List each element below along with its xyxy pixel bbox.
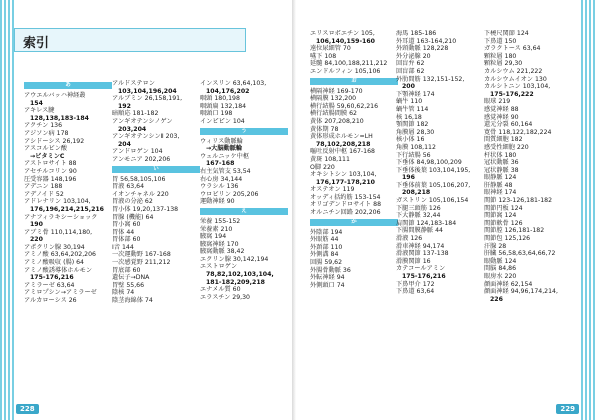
index-entry: 外分泌腺 20 bbox=[396, 52, 431, 60]
index-entry: 核小体 16 bbox=[396, 136, 425, 144]
index-entry: アルブミン 26,158,191, bbox=[112, 95, 183, 103]
index-entry: 肝静脈 48 bbox=[484, 181, 513, 189]
index-entry-continuation: 78,82,102,103,104, bbox=[206, 271, 274, 279]
index-entry: 胃小窩 60 bbox=[112, 221, 141, 229]
index-entry: 横隔膜 132,200 bbox=[310, 95, 357, 103]
index-entry: 黄体期 78 bbox=[310, 125, 339, 133]
index-entry: 滑車神経 94,174 bbox=[396, 242, 445, 250]
index-entry: オキシトシン 103,104, bbox=[310, 171, 377, 179]
index-entry: 嘔吐反射中枢 167-168 bbox=[310, 148, 375, 156]
index-entry: 顎関節 182 bbox=[396, 121, 429, 129]
index-entry: 咽頭口 198 bbox=[200, 110, 233, 118]
index-entry: 眼神経 174 bbox=[484, 189, 517, 197]
index-entry: 胃体 44 bbox=[112, 228, 135, 236]
index-entry: 回腸 59,62 bbox=[310, 259, 343, 267]
index-entry: 顆粒層 29,30 bbox=[484, 60, 523, 68]
kana-section-header: え bbox=[200, 208, 288, 215]
index-title: 索引 bbox=[23, 36, 50, 51]
index-entry: アミノ酸 63,64,202,206 bbox=[24, 251, 96, 259]
index-entry: 杆状体 180 bbox=[484, 151, 517, 159]
index-entry: 咽頭扁 132,184 bbox=[200, 102, 247, 110]
index-entry: 下鼻甲介 172 bbox=[396, 280, 435, 288]
index-entry: 肩関節 124,183-184 bbox=[396, 219, 457, 227]
index-entry: ウィリス動脈輪 bbox=[200, 137, 243, 145]
index-entry: アンギオテンシノゲン bbox=[112, 117, 173, 125]
index-entry: エクリン腺 30,142,194 bbox=[200, 255, 269, 263]
index-entry: アジソン病 178 bbox=[24, 129, 69, 137]
index-entry-continuation: 200 bbox=[402, 83, 415, 91]
index-entry: 角膜層 28,30 bbox=[396, 128, 435, 136]
index-entry: 黄斑 108,111 bbox=[310, 155, 350, 163]
index-entry: 顔面神経 62,154 bbox=[484, 280, 533, 288]
index-column-4 bbox=[310, 30, 398, 289]
index-column-2 bbox=[112, 80, 200, 305]
index-entry: 胃体部 60 bbox=[112, 236, 141, 244]
index-entry: 胃底部 60 bbox=[112, 266, 141, 274]
index-entry: 感受性細胞 220 bbox=[484, 143, 529, 151]
index-entry-continuation: 103,104,196,204 bbox=[118, 87, 177, 95]
page-number-left: 228 bbox=[16, 404, 39, 414]
index-entry: 冠状動脈 36 bbox=[484, 159, 519, 167]
index-entry: アンモニア 202,206 bbox=[112, 155, 171, 163]
index-entry-continuation: 167-168 bbox=[206, 160, 235, 168]
index-entry: 暗順応 181-182 bbox=[112, 110, 159, 118]
page-number-right: 229 bbox=[556, 404, 579, 414]
index-entry-continuation: 106,140,159-160 bbox=[316, 37, 375, 45]
index-entry: イオンチャネル 220 bbox=[112, 190, 169, 198]
kana-section-header: か bbox=[310, 219, 398, 226]
index-entry: 下行結腸 56 bbox=[396, 151, 431, 159]
index-entry: エナメル質 60 bbox=[200, 286, 241, 294]
index-entry: インスリン 63,64,103, bbox=[200, 80, 267, 87]
kana-section-header: あ bbox=[24, 82, 112, 89]
index-entry-continuation: 196 bbox=[402, 174, 415, 182]
index-entry-continuation: →大脳動脈輪 bbox=[206, 145, 243, 153]
index-entry: 下顎神経 174 bbox=[396, 90, 435, 98]
index-entry: カルシウム 221,222 bbox=[484, 67, 543, 75]
index-entry: インピピン 104 bbox=[200, 117, 245, 125]
index-entry: アミノ酸吸収 (腸) 64 bbox=[24, 259, 84, 267]
index-entry: 一次運動野 167-168 bbox=[112, 251, 171, 259]
index-entry: アデノイド 52 bbox=[24, 190, 64, 198]
index-entry: 海馬 185-186 bbox=[396, 30, 437, 37]
index-entry: アルドステロン bbox=[112, 80, 155, 87]
kana-section-header: う bbox=[200, 128, 288, 135]
index-entry: 間脳 84,86 bbox=[484, 265, 517, 273]
index-entry: 腋窩動脈 38,42 bbox=[200, 248, 245, 256]
index-entry-continuation: 175-176,216 bbox=[402, 273, 446, 280]
book-gutter bbox=[292, 0, 296, 420]
index-entry: ガストリン 105,106,154 bbox=[396, 197, 469, 205]
index-entry-continuation: 176,196,214,215,216 bbox=[30, 205, 104, 213]
index-entry: アミラーゼ 63,64 bbox=[24, 281, 75, 289]
index-entry-continuation: 176,177-178,210 bbox=[316, 178, 375, 186]
index-entry: カルシトニン 103,104, bbox=[484, 83, 551, 91]
index-entry: アミノ酸誘導体ホルモン bbox=[24, 266, 93, 274]
index-entry: 下垂体 84,98,100,209 bbox=[396, 159, 462, 167]
kana-section-header: い bbox=[112, 166, 200, 173]
index-entry: 下鼻道 63,64 bbox=[396, 288, 435, 296]
index-entry: ガラクトース 63,64 bbox=[484, 45, 541, 53]
index-entry: 胃液の分泌 62 bbox=[112, 198, 153, 206]
index-entry: エリスロポエチン 105, bbox=[310, 30, 375, 37]
index-title-box bbox=[14, 28, 246, 52]
index-entry: 顔面神経 94,96,174,214, bbox=[484, 288, 558, 296]
index-entry: 関節腔 126,181-182 bbox=[484, 227, 545, 235]
index-entry: 横行結腸 59,60,62,216 bbox=[310, 102, 379, 110]
index-entry: 嚥下 108 bbox=[310, 52, 337, 60]
index-entry: 外側頭口 74 bbox=[310, 281, 345, 289]
index-entry-continuation: 190 bbox=[30, 221, 43, 229]
left-page-edge-stripes bbox=[0, 0, 14, 420]
index-entry: 蝸牛管 114 bbox=[396, 105, 429, 113]
index-entry: 咽頭 180,198 bbox=[200, 95, 240, 103]
index-entry: アデニン 188 bbox=[24, 183, 63, 191]
index-entry: 下垂体前葉 105,106,207, bbox=[396, 181, 471, 189]
index-entry: 栄養素 210 bbox=[200, 225, 233, 233]
index-entry: 間質細胞 182 bbox=[484, 136, 523, 144]
index-entry: エストロゲン bbox=[200, 263, 238, 271]
index-entry-continuation: 220 bbox=[30, 236, 43, 244]
index-entry: 右主気管支 53,54 bbox=[200, 167, 251, 175]
index-entry-continuation: 226 bbox=[490, 295, 503, 303]
index-entry-continuation: 175-176,222 bbox=[490, 90, 534, 98]
index-entry: カテコールアミン bbox=[396, 265, 446, 273]
index-entry: 下鼻道 150 bbox=[484, 37, 517, 45]
index-entry-continuation: 192 bbox=[118, 102, 131, 110]
index-entry: 角膜 108,112 bbox=[396, 143, 436, 151]
index-entry: アキレス腱 bbox=[24, 107, 55, 115]
index-entry: 回盲弁 62 bbox=[396, 60, 425, 68]
index-entry: 寛骨 118,122,182,224 bbox=[484, 128, 552, 136]
index-entry: 眼静脈 124 bbox=[484, 174, 517, 182]
index-entry: Ⅰ音 144 bbox=[112, 243, 134, 251]
index-entry: アクチン 136 bbox=[24, 122, 63, 130]
index-entry-continuation: 154 bbox=[30, 99, 43, 107]
index-entry: 横行結腸間膜 62 bbox=[310, 110, 357, 118]
index-column-1 bbox=[24, 80, 112, 305]
index-entry: 遺伝子→DNA bbox=[112, 274, 150, 282]
index-entry: 肝臓 56,58,63,64,66,72 bbox=[484, 250, 556, 258]
index-entry: 汗腺 28 bbox=[484, 242, 507, 250]
index-entry: O脚 220 bbox=[310, 163, 335, 171]
index-entry: 滑液関節 137-138 bbox=[396, 250, 449, 258]
index-entry: 外側溝 84 bbox=[310, 251, 339, 259]
index-entry: アブミ骨 110,114,180, bbox=[24, 228, 93, 236]
index-entry: 腋窩神経 170 bbox=[200, 240, 239, 248]
index-entry: 下垂体後葉 103,104,195, bbox=[396, 166, 471, 174]
index-entry: 核 16,18 bbox=[396, 113, 422, 121]
index-entry: 遠位尿細管 70 bbox=[310, 45, 351, 53]
index-entry: 感覚神経 90 bbox=[484, 113, 519, 121]
index-entry: 一次感覚野 211,212 bbox=[112, 259, 171, 267]
index-entry: 外耳道 163-164,210 bbox=[396, 37, 457, 45]
index-entry: アウエルバッハ神経叢 bbox=[24, 92, 86, 99]
index-entry: 陰茎海綿体 74 bbox=[112, 297, 153, 305]
index-column-5 bbox=[396, 30, 484, 296]
index-entry-continuation: →ビタミンC bbox=[30, 152, 65, 160]
index-entry: アミロプシン→アミラーゼ bbox=[24, 289, 97, 297]
index-entry-continuation: 104,176,202 bbox=[206, 87, 250, 95]
index-entry: 回盲部 62 bbox=[396, 67, 425, 75]
index-column-3 bbox=[200, 80, 288, 301]
index-entry-continuation: 78,102,208,218 bbox=[316, 140, 371, 148]
index-entry: 冠状静脈 38 bbox=[484, 166, 519, 174]
index-entry: 胃壁 55,66 bbox=[112, 281, 145, 289]
index-entry: カルシウムイオン 130 bbox=[484, 75, 547, 83]
index-entry: アンドロゲン 104 bbox=[112, 148, 163, 156]
index-entry: 下腿三頭筋 126 bbox=[396, 204, 441, 212]
index-entry: 外腸骨動脈 36 bbox=[310, 266, 351, 274]
index-entry: エラスチン 29,30 bbox=[200, 293, 250, 301]
index-entry-continuation: 208,218 bbox=[402, 189, 431, 197]
index-entry: アスコルビン酸 bbox=[24, 145, 68, 153]
index-entry: エンドルフィン 105,106 bbox=[310, 67, 381, 75]
index-entry: 黄体 207,208,210 bbox=[310, 117, 364, 125]
index-entry: 下大静脈 32,44 bbox=[396, 212, 441, 220]
index-entry: アストロサイト 88 bbox=[24, 160, 77, 168]
index-entry: アルカローシス 26 bbox=[24, 297, 77, 305]
index-entry: 胃 56,58,105,106 bbox=[112, 175, 166, 183]
index-entry: オリゴデンドロサイト 88 bbox=[310, 201, 382, 209]
index-entry: 延髄 84,100,188,211,212 bbox=[310, 60, 388, 68]
index-column-6 bbox=[484, 30, 572, 303]
index-entry: 外頸動脈 128,228 bbox=[396, 45, 449, 53]
index-entry: 外眼筋 44 bbox=[310, 236, 339, 244]
index-entry: 横隔神経 169-170 bbox=[310, 87, 363, 95]
index-entry: 腋窩 194 bbox=[200, 233, 227, 241]
index-entry: 関節窩 124 bbox=[484, 212, 517, 220]
index-entry: 滑膜関節 16 bbox=[396, 257, 431, 265]
index-entry-continuation: 204 bbox=[118, 140, 131, 148]
index-entry: 顆粒層 180 bbox=[484, 52, 517, 60]
index-entry: 黄体形成ホルモン=LH bbox=[310, 133, 373, 141]
index-entry: 関節 123-126,181-182 bbox=[484, 197, 553, 205]
index-entry: ウロビリン 205,206 bbox=[200, 190, 259, 198]
kana-section-header: お bbox=[310, 78, 398, 85]
index-entry: アポクリン腺 30,194 bbox=[24, 243, 85, 251]
index-entry: オルニチン回路 202,206 bbox=[310, 209, 381, 217]
index-entry: 眼球 219 bbox=[484, 98, 511, 106]
index-entry: 関節軟骨 126 bbox=[484, 219, 523, 227]
index-entry: 外頚部 110 bbox=[310, 243, 343, 251]
index-entry: 胃小体 19,20,137-138 bbox=[112, 205, 179, 213]
index-entry: 栄養 155-152 bbox=[200, 217, 241, 225]
index-entry: 右心房 34,144 bbox=[200, 175, 243, 183]
index-entry: 下橈尺関節 124 bbox=[484, 30, 529, 37]
index-entry: 眼動脈 124 bbox=[484, 257, 517, 265]
index-entry: アセチルコリン 90 bbox=[24, 167, 77, 175]
index-entry: 下腸間膜静脈 44 bbox=[396, 227, 443, 235]
index-entry: 眼房水 220 bbox=[484, 273, 517, 280]
right-page-edge-stripes bbox=[581, 0, 595, 420]
index-entry: アンギオテンシンⅡ 203, bbox=[112, 133, 180, 141]
index-entry: ウェルニッケ中枢 bbox=[200, 152, 250, 160]
index-entry: 胃腺 (機能) 64 bbox=[112, 213, 154, 221]
index-entry: 蝸牛 110 bbox=[396, 98, 423, 106]
index-entry: 圧受容器 148,196 bbox=[24, 175, 77, 183]
index-entry: オッディ括約筋 153-154 bbox=[310, 193, 381, 201]
index-entry-continuation: 203,204 bbox=[118, 125, 147, 133]
index-entry: 胃液 63,64 bbox=[112, 183, 145, 191]
index-entry: アシドーシス 26,192 bbox=[24, 137, 85, 145]
index-entry: アドレナリン 103,104, bbox=[24, 198, 91, 206]
index-entry: 関節包 125,126 bbox=[484, 235, 531, 243]
index-entry: 外陰部 194 bbox=[310, 228, 343, 236]
index-entry: 陰核 74 bbox=[112, 289, 135, 297]
index-entry: アナフィラキシーショック bbox=[24, 213, 98, 221]
index-entry: 還元分裂 60,164 bbox=[484, 121, 533, 129]
index-entry: 外転神経 94 bbox=[310, 274, 345, 282]
index-entry: 関節円板 124 bbox=[484, 204, 523, 212]
index-entry: 感覚神経 88 bbox=[484, 105, 519, 113]
index-entry: 外肋間筋 132,151-152, bbox=[396, 75, 465, 83]
index-entry: 滑液 126 bbox=[396, 235, 423, 243]
index-entry-continuation: 181-182,209,218 bbox=[206, 278, 265, 286]
index-entry: オステオン 119 bbox=[310, 186, 355, 194]
index-entry: 運動神経 90 bbox=[200, 198, 235, 206]
index-entry-continuation: 128,138,183-184 bbox=[30, 114, 89, 122]
index-entry: ウラシル 136 bbox=[200, 183, 239, 191]
index-entry-continuation: 175-176,216 bbox=[30, 274, 74, 282]
